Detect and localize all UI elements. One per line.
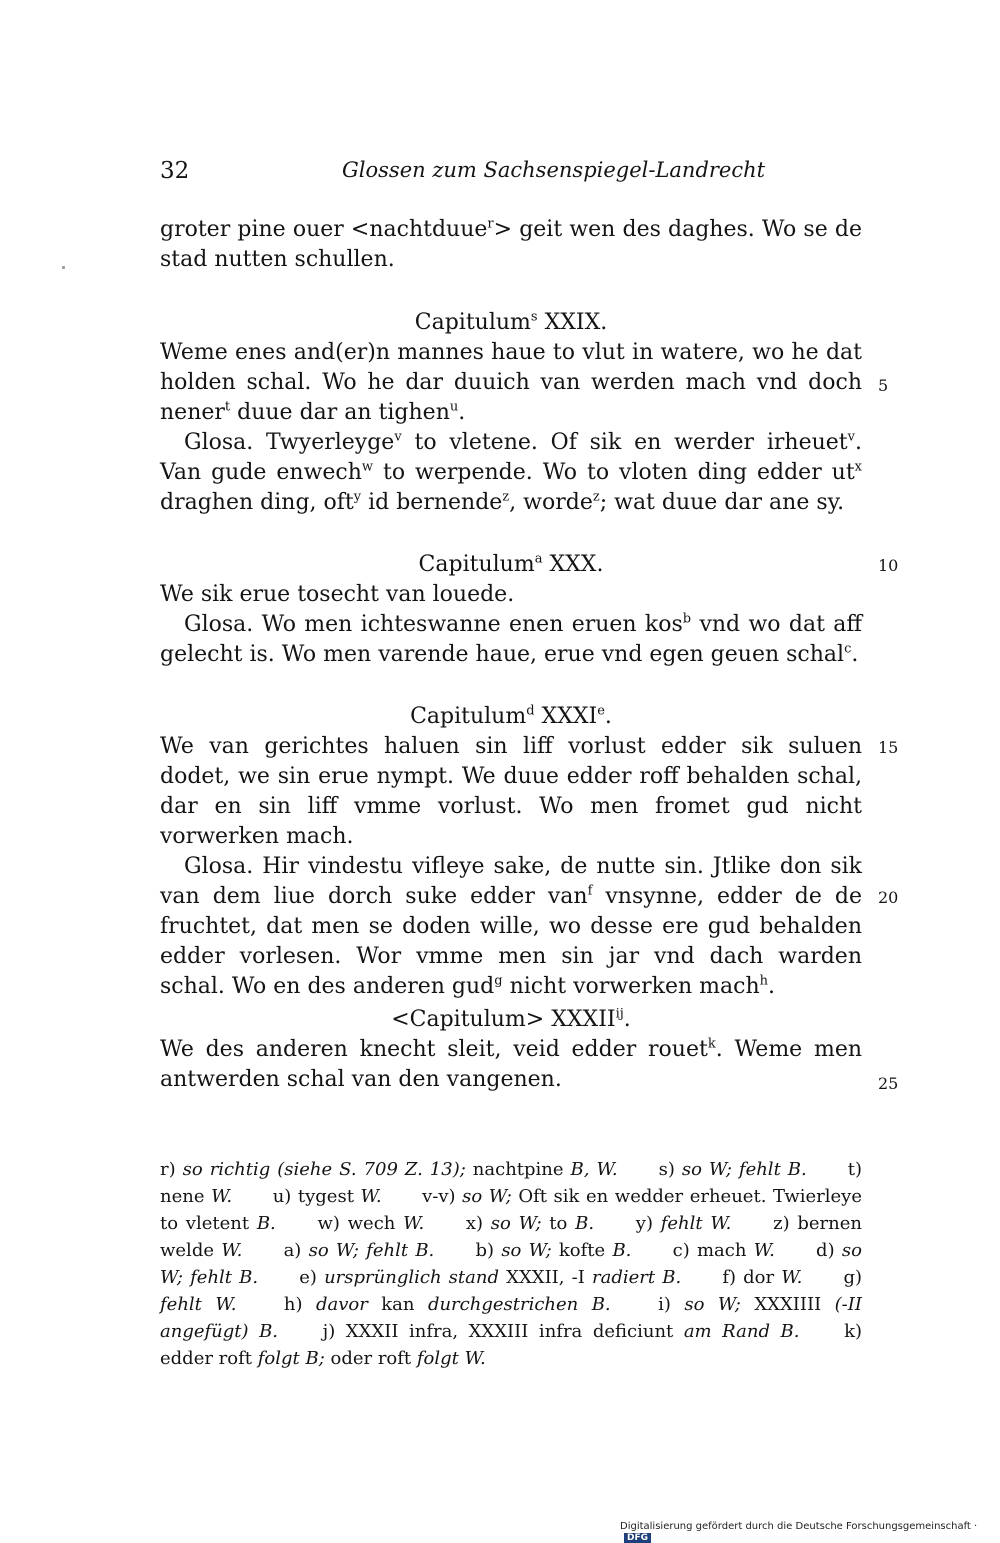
digitization-credit: Digitalisierung gefördert durch die Deutsche Forschungsgemeinschaft ·DFG <box>620 1521 978 1543</box>
critical-apparatus <box>160 1156 862 1372</box>
dfg-logo: DFG <box>624 1533 651 1543</box>
chapter-29 <box>160 308 862 518</box>
note-t: t) nene W. <box>160 1159 863 1207</box>
note-r: r) so richtig (siehe S. 709 Z. 13); nachtpine B, W. <box>160 1159 618 1180</box>
line-number-25: 25 <box>878 1074 899 1093</box>
note-e: e) ursprünglich stand XXXII, -I radiert B. <box>299 1267 682 1288</box>
line-number-20: 20 <box>878 888 899 907</box>
running-title: Glossen zum Sachsenspiegel-Landrecht <box>342 158 766 182</box>
note-g: g) fehlt W. <box>160 1267 862 1315</box>
chapter-heading: Capitulum$^s$ XXIX. <box>414 309 608 335</box>
chapter-text: Weme enes and(er)n mannes haue to vlut in watere, wo he dat holden schal. Wo he dar duuich van werden mach vnd doch nener$^t$ duue dar an tighen$^u$. <box>160 340 862 425</box>
chapter-text: We sik erue tosecht van louede. <box>160 582 515 607</box>
note-x: x) so W; to B. <box>465 1213 595 1234</box>
chapter-text: We des anderen knecht sleit, veid edder rouet$^k$. Weme men antwerden schal van den vangenen. <box>160 1036 863 1092</box>
chapter-30 <box>160 550 862 670</box>
note-s: s) so W; fehlt B. <box>658 1159 807 1180</box>
chapter-text: We van gerichtes haluen sin liff vorlust edder sik suluen dodet, we sin erue nympt. We duue edder roff behalden schal, dar en sin liff vmme vorlust. Wo men fromet gud nicht vorwerken mach. <box>160 734 862 849</box>
note-j: j) XXXII infra, XXXIII infra deficiunt am Rand B. <box>322 1321 800 1342</box>
note-w: w) wech W. <box>317 1213 425 1234</box>
chapter-31 <box>160 702 862 1002</box>
line-number-5: 5 <box>878 376 889 395</box>
note-c: c) mach W. <box>672 1240 775 1261</box>
gloss-text: Glosa. Wo men ichteswanne enen eruen kos$^b$ vnd wo dat aff gelecht is. Wo men varende haue, erue vnd egen geuen schal$^c$. <box>160 611 863 667</box>
note-v: v-v) so W; Oft sik en wedder erheuet. Twierleye to vletent B. <box>160 1186 862 1234</box>
note-h: h) davor kan durchgestrichen B. <box>283 1294 611 1315</box>
line-number-10: 10 <box>878 556 899 575</box>
line-number-15: 15 <box>878 738 899 757</box>
chapter-heading: <Capitulum> $XXXII^{ij}$. <box>391 1006 631 1032</box>
chapter-heading: Capitulum$^d$ XXXIe. <box>410 703 612 729</box>
chapter-heading: Capitulum$^a$ XXX. <box>418 551 604 577</box>
note-z: z) bernen welde W. <box>160 1213 862 1261</box>
note-k: k) edder roft folgt B; oder roft folgt W. <box>160 1321 862 1369</box>
note-d: d) so W; fehlt B. <box>160 1240 862 1288</box>
note-y: y) fehlt W. <box>635 1213 732 1234</box>
chapter-32 <box>160 1005 862 1095</box>
gloss-text: Glosa. Hir vindestu vifleye sake, de nutte sin. Jtlike don sik van dem liue dorch suke edder van$^f$ vnsynne, edder de de fruchtet, dat men se doden wille, wo desse ere gud behalden edder vorlesen. Wor vmme men sin jar vnd dach warden schal. Wo en des anderen gud$^g$ nicht vorwerken mach$^h$. <box>160 854 862 999</box>
scan-speck <box>62 266 65 269</box>
gloss-text: Glosa. Twyerleyge$^v$ to vletene. Of sik en werder irheuet$^v$. Van gude enwech$^w$ to werpende. Wo to vloten ding edder $ut^x$ draghen ding, oft$^y$ id bernende$^z$, worde$^z$; wat duue dar ane sy. <box>160 429 863 515</box>
note-i: i) so W; XXXIIII (-II angefügt) B. <box>160 1294 862 1342</box>
note-a: a) so W; fehlt B. <box>283 1240 435 1261</box>
note-u: u) tygest W. <box>272 1186 382 1207</box>
note-f: f) dor W. <box>722 1267 803 1288</box>
note-b: b) so W; kofte B. <box>475 1240 632 1261</box>
intro-text: groter pine ouer <nachtduue$^r$> geit wen des daghes. Wo se de stad nutten schullen. <box>160 216 862 272</box>
page-number: 32 <box>160 158 190 184</box>
